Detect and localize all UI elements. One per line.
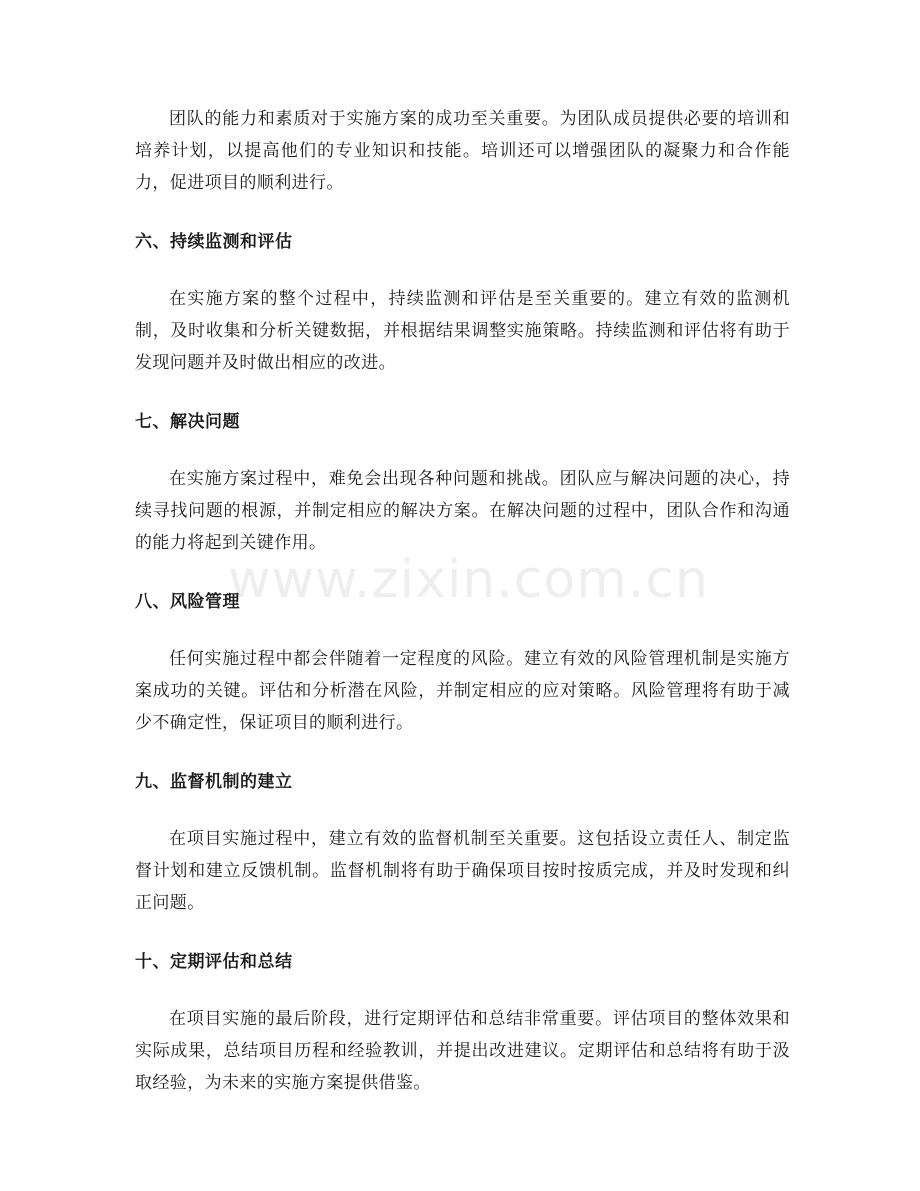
section-paragraph-7: 在实施方案过程中，难免会出现各种问题和挑战。团队应与解决问题的决心，持续寻找问题的根源，并制定相应的解决方案。在解决问题的过程中，团队合作和沟通的能力将起到关键作用。 (135, 469, 790, 553)
section-heading-8: 八、风险管理 (135, 592, 240, 612)
document-body (135, 103, 790, 1129)
watermark-text: www.zixin.com.cn (228, 550, 709, 610)
intro-paragraph: 团队的能力和素质对于实施方案的成功至关重要。为团队成员提供必要的培训和培养计划，以提高他们的专业知识和技能。培训还可以增强团队的凝聚力和合作能力，促进项目的顺利进行。 (135, 109, 790, 193)
section-heading-6: 六、持续监测和评估 (135, 232, 293, 252)
section-heading-10: 十、定期评估和总结 (135, 952, 293, 972)
section-heading-7: 七、解决问题 (135, 412, 240, 432)
section-paragraph-9: 在项目实施过程中，建立有效的监督机制至关重要。这包括设立责任人、制定监督计划和建立反馈机制。监督机制将有助于确保项目按时按质完成，并及时发现和纠正问题。 (135, 829, 790, 913)
section-paragraph-8: 任何实施过程中都会伴随着一定程度的风险。建立有效的风险管理机制是实施方案成功的关键。评估和分析潜在风险，并制定相应的应对策略。风险管理将有助于减少不确定性，保证项目的顺利进行。 (135, 649, 790, 733)
section-heading-9: 九、监督机制的建立 (135, 772, 293, 792)
section-paragraph-10: 在项目实施的最后阶段，进行定期评估和总结非常重要。评估项目的整体效果和实际成果，总结项目历程和经验教训，并提出改进建议。定期评估和总结将有助于汲取经验，为未来的实施方案提供借鉴。 (135, 1009, 790, 1093)
section-paragraph-6: 在实施方案的整个过程中，持续监测和评估是至关重要的。建立有效的监测机制，及时收集和分析关键数据，并根据结果调整实施策略。持续监测和评估将有助于发现问题并及时做出相应的改进。 (135, 289, 790, 373)
